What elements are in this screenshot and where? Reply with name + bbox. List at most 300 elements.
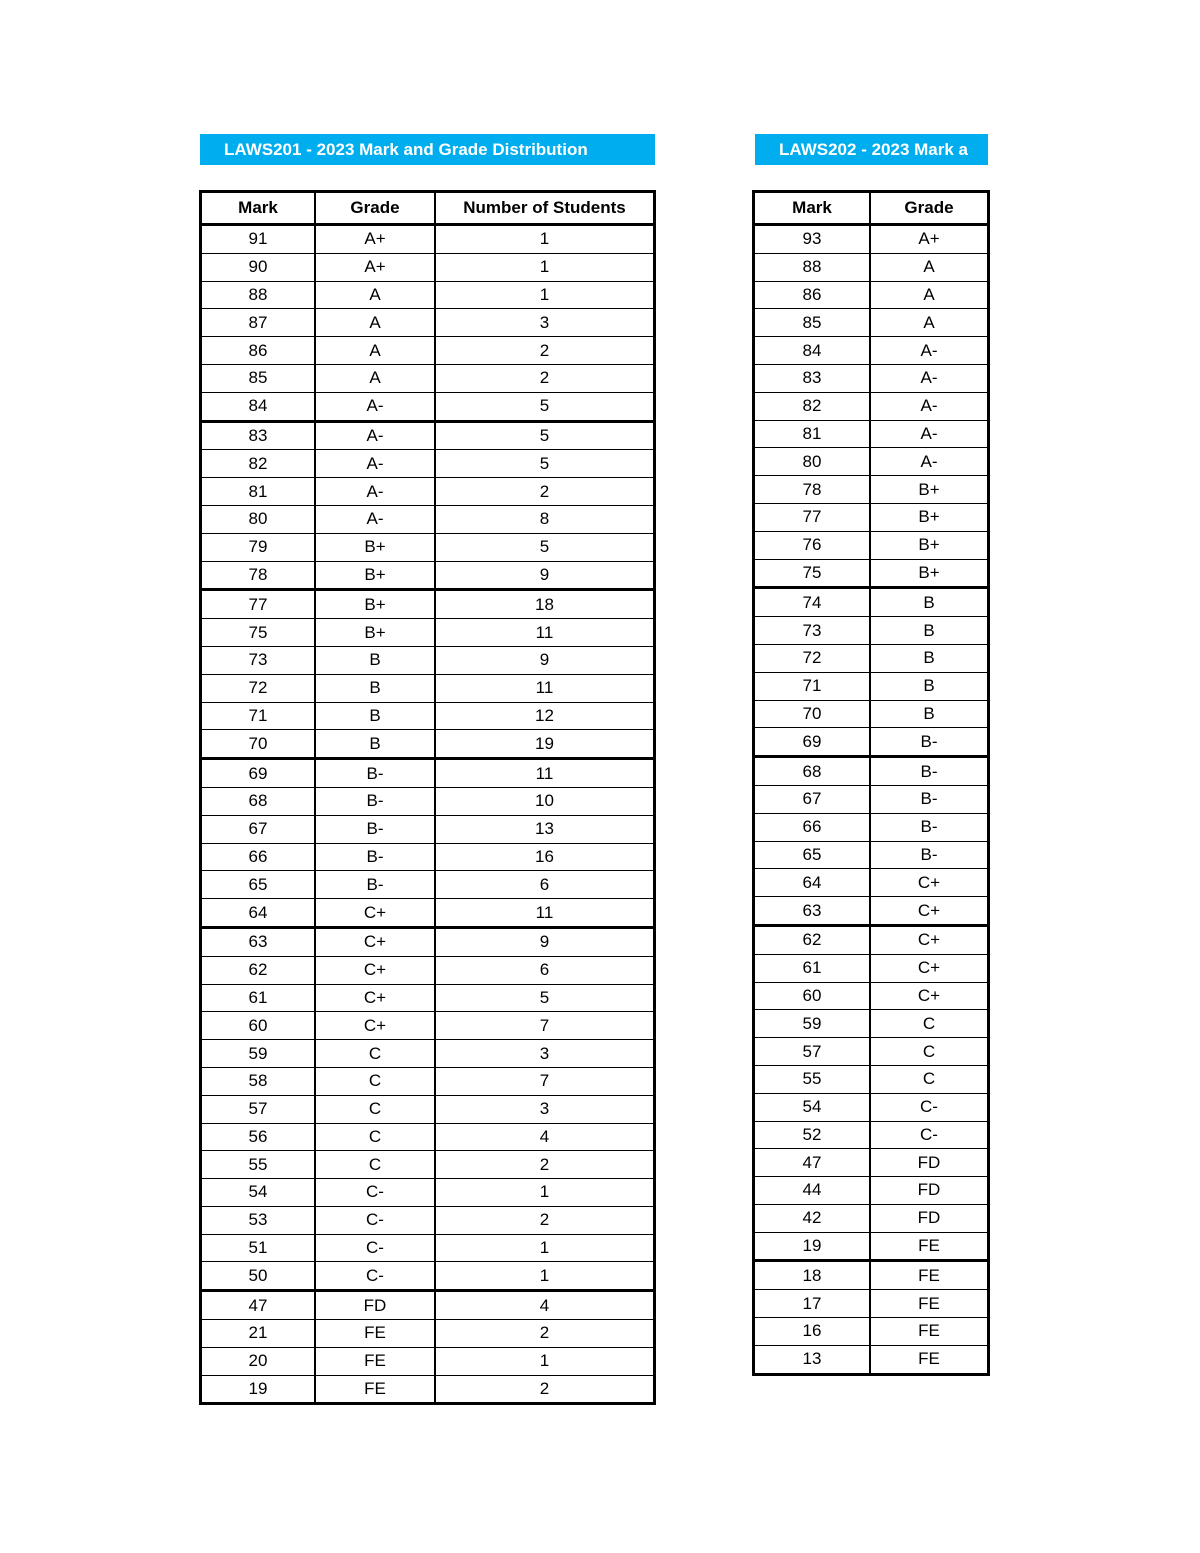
mark-cell: 78 <box>202 561 315 590</box>
mark-cell: 87 <box>202 309 315 337</box>
mark-cell: 21 <box>202 1320 315 1348</box>
grade-cell: FD <box>315 1291 435 1320</box>
students-cell: 3 <box>435 1040 653 1068</box>
grade-cell: C+ <box>315 927 435 956</box>
mark-cell: 55 <box>202 1151 315 1179</box>
grade-cell: A+ <box>315 225 435 254</box>
grade-cell: B- <box>315 843 435 871</box>
mark-cell: 54 <box>755 1093 870 1121</box>
grade-cell: C <box>315 1151 435 1179</box>
students-cell: 6 <box>435 871 653 899</box>
table-row <box>755 813 987 841</box>
table-row <box>755 531 987 559</box>
table-row <box>755 1318 987 1346</box>
table-row <box>755 588 987 617</box>
table-row <box>755 392 987 420</box>
table-row <box>202 1095 653 1123</box>
table-row <box>755 954 987 982</box>
mark-cell: 47 <box>202 1291 315 1320</box>
grade-cell: B- <box>315 815 435 843</box>
table-row <box>202 619 653 647</box>
table-row <box>202 1375 653 1402</box>
mark-cell: 64 <box>202 899 315 928</box>
mark-cell: 72 <box>755 644 870 672</box>
grade-cell: C <box>870 1038 987 1066</box>
laws202-title: LAWS202 - 2023 Mark a <box>755 134 988 165</box>
mark-cell: 76 <box>755 531 870 559</box>
table-row <box>202 309 653 337</box>
table-row <box>755 757 987 786</box>
students-cell: 1 <box>435 1262 653 1291</box>
grade-cell: A <box>870 281 987 309</box>
mark-cell: 79 <box>202 533 315 561</box>
table-row <box>202 1067 653 1095</box>
grade-cell: C- <box>870 1121 987 1149</box>
mark-cell: 68 <box>755 757 870 786</box>
mark-cell: 57 <box>202 1095 315 1123</box>
table-row <box>202 1262 653 1291</box>
mark-cell: 20 <box>202 1347 315 1375</box>
table-row <box>755 1010 987 1038</box>
table-row <box>202 646 653 674</box>
grade-cell: A <box>315 281 435 309</box>
students-cell: 9 <box>435 646 653 674</box>
grade-cell: C+ <box>315 956 435 984</box>
mark-cell: 86 <box>755 281 870 309</box>
grade-cell: B- <box>870 728 987 757</box>
grade-cell: C <box>315 1040 435 1068</box>
grade-cell: B- <box>870 785 987 813</box>
table-row <box>755 672 987 700</box>
table-row <box>755 925 987 954</box>
table-row <box>755 1093 987 1121</box>
grade-cell: FE <box>870 1345 987 1372</box>
table-row <box>202 1012 653 1040</box>
grade-cell: C+ <box>870 954 987 982</box>
table-row <box>202 1123 653 1151</box>
table-row <box>202 927 653 956</box>
students-cell: 5 <box>435 984 653 1012</box>
students-cell: 2 <box>435 337 653 365</box>
table-row <box>755 1204 987 1232</box>
students-cell: 2 <box>435 478 653 506</box>
grade-cell: C+ <box>315 899 435 928</box>
students-cell: 7 <box>435 1012 653 1040</box>
mark-cell: 62 <box>755 925 870 954</box>
table-row <box>202 815 653 843</box>
grade-cell: FE <box>315 1347 435 1375</box>
mark-cell: 63 <box>202 927 315 956</box>
grade-cell: FE <box>870 1261 987 1290</box>
mark-cell: 70 <box>202 730 315 759</box>
mark-cell: 81 <box>755 420 870 448</box>
grade-cell: C+ <box>870 925 987 954</box>
mark-cell: 77 <box>202 590 315 619</box>
grade-cell: B+ <box>315 619 435 647</box>
mark-cell: 50 <box>202 1262 315 1291</box>
mark-cell: 64 <box>755 869 870 897</box>
grade-cell: B <box>870 617 987 645</box>
header-grade: Grade <box>870 193 987 225</box>
grade-cell: C <box>315 1095 435 1123</box>
grade-cell: B+ <box>315 561 435 590</box>
students-cell: 4 <box>435 1123 653 1151</box>
students-cell: 9 <box>435 561 653 590</box>
mark-cell: 84 <box>755 337 870 365</box>
table-row <box>755 617 987 645</box>
header-grade: Grade <box>315 193 435 225</box>
mark-cell: 83 <box>755 364 870 392</box>
grade-cell: A <box>870 309 987 337</box>
mark-cell: 66 <box>202 843 315 871</box>
table-row <box>202 899 653 928</box>
students-cell: 18 <box>435 590 653 619</box>
students-cell: 1 <box>435 1234 653 1262</box>
table-row <box>202 1291 653 1320</box>
table-row <box>202 787 653 815</box>
table-row <box>202 702 653 730</box>
students-cell: 2 <box>435 1151 653 1179</box>
grade-cell: B- <box>315 759 435 788</box>
mark-cell: 63 <box>755 897 870 926</box>
grade-cell: C+ <box>870 869 987 897</box>
mark-cell: 68 <box>202 787 315 815</box>
grade-cell: C- <box>315 1179 435 1207</box>
students-cell: 11 <box>435 759 653 788</box>
table-row <box>755 337 987 365</box>
mark-cell: 85 <box>202 364 315 392</box>
grade-cell: FE <box>315 1375 435 1402</box>
students-cell: 16 <box>435 843 653 871</box>
table-row <box>755 281 987 309</box>
mark-cell: 60 <box>202 1012 315 1040</box>
table-row <box>202 1040 653 1068</box>
table-row <box>202 590 653 619</box>
table-row <box>755 700 987 728</box>
table-row <box>755 1345 987 1372</box>
table-row <box>755 420 987 448</box>
students-cell: 9 <box>435 927 653 956</box>
table-row <box>755 785 987 813</box>
grade-cell: B <box>870 700 987 728</box>
grade-cell: C- <box>315 1206 435 1234</box>
table-row <box>202 225 653 254</box>
students-cell: 7 <box>435 1067 653 1095</box>
students-cell: 2 <box>435 1320 653 1348</box>
table-row <box>202 364 653 392</box>
table-row <box>755 1177 987 1205</box>
mark-cell: 61 <box>202 984 315 1012</box>
grade-cell: A- <box>315 478 435 506</box>
grade-cell: A- <box>870 392 987 420</box>
mark-cell: 84 <box>202 392 315 421</box>
table-row <box>202 1234 653 1262</box>
students-cell: 1 <box>435 225 653 254</box>
mark-cell: 77 <box>755 503 870 531</box>
grade-cell: B <box>315 702 435 730</box>
mark-cell: 88 <box>755 253 870 281</box>
grade-cell: A- <box>315 392 435 421</box>
grade-cell: FE <box>870 1232 987 1261</box>
mark-cell: 72 <box>202 674 315 702</box>
grade-cell: B+ <box>870 476 987 504</box>
mark-cell: 66 <box>755 813 870 841</box>
students-cell: 19 <box>435 730 653 759</box>
laws202-table-container <box>752 190 990 1376</box>
header-number-of-students: Number of Students <box>435 193 653 225</box>
students-cell: 11 <box>435 619 653 647</box>
mark-cell: 71 <box>755 672 870 700</box>
grade-cell: B- <box>870 757 987 786</box>
students-cell: 2 <box>435 1375 653 1402</box>
mark-cell: 53 <box>202 1206 315 1234</box>
header-row <box>755 193 987 225</box>
mark-cell: 67 <box>202 815 315 843</box>
grade-cell: A- <box>315 450 435 478</box>
table-row <box>202 843 653 871</box>
students-cell: 3 <box>435 309 653 337</box>
table-row <box>755 897 987 926</box>
grade-cell: B <box>870 588 987 617</box>
grade-cell: B+ <box>870 559 987 588</box>
mark-cell: 47 <box>755 1149 870 1177</box>
mark-cell: 19 <box>202 1375 315 1402</box>
header-row <box>202 193 653 225</box>
table-row <box>755 841 987 869</box>
students-cell: 4 <box>435 1291 653 1320</box>
table-row <box>755 253 987 281</box>
students-cell: 8 <box>435 505 653 533</box>
table-row <box>755 869 987 897</box>
grade-cell: FD <box>870 1149 987 1177</box>
mark-cell: 69 <box>755 728 870 757</box>
mark-cell: 86 <box>202 337 315 365</box>
grade-cell: A+ <box>870 225 987 254</box>
table-row <box>202 984 653 1012</box>
table-row <box>202 1179 653 1207</box>
mark-cell: 70 <box>755 700 870 728</box>
students-cell: 1 <box>435 281 653 309</box>
mark-cell: 74 <box>755 588 870 617</box>
table-row <box>202 561 653 590</box>
mark-cell: 16 <box>755 1318 870 1346</box>
mark-cell: 80 <box>755 448 870 476</box>
mark-cell: 65 <box>202 871 315 899</box>
mark-cell: 18 <box>755 1261 870 1290</box>
students-cell: 3 <box>435 1095 653 1123</box>
mark-cell: 57 <box>755 1038 870 1066</box>
table-row <box>202 421 653 450</box>
grade-cell: A- <box>315 421 435 450</box>
students-cell: 13 <box>435 815 653 843</box>
header-mark: Mark <box>755 193 870 225</box>
mark-cell: 59 <box>755 1010 870 1038</box>
table-row <box>755 1038 987 1066</box>
mark-cell: 82 <box>202 450 315 478</box>
mark-cell: 58 <box>202 1067 315 1095</box>
mark-cell: 88 <box>202 281 315 309</box>
grade-cell: FD <box>870 1204 987 1232</box>
table-row <box>202 281 653 309</box>
mark-cell: 56 <box>202 1123 315 1151</box>
students-cell: 5 <box>435 533 653 561</box>
table-row <box>755 225 987 254</box>
mark-cell: 69 <box>202 759 315 788</box>
grade-cell: FE <box>870 1318 987 1346</box>
table-row <box>202 505 653 533</box>
table-row <box>755 982 987 1010</box>
table-row <box>755 448 987 476</box>
table-row <box>202 533 653 561</box>
mark-cell: 67 <box>755 785 870 813</box>
grade-cell: C- <box>870 1093 987 1121</box>
table-row <box>755 1121 987 1149</box>
laws201-distribution-table <box>202 193 653 1402</box>
students-cell: 5 <box>435 392 653 421</box>
table-row <box>202 956 653 984</box>
grade-cell: B+ <box>870 531 987 559</box>
students-cell: 11 <box>435 899 653 928</box>
table-row <box>755 728 987 757</box>
grade-cell: B <box>315 646 435 674</box>
students-cell: 10 <box>435 787 653 815</box>
grade-cell: B <box>315 674 435 702</box>
table-row <box>755 644 987 672</box>
grade-cell: C+ <box>870 982 987 1010</box>
students-cell: 1 <box>435 1347 653 1375</box>
mark-cell: 83 <box>202 421 315 450</box>
grade-cell: FD <box>870 1177 987 1205</box>
mark-cell: 90 <box>202 253 315 281</box>
grade-cell: C <box>315 1123 435 1151</box>
laws201-title: LAWS201 - 2023 Mark and Grade Distribution <box>200 134 655 165</box>
mark-cell: 65 <box>755 841 870 869</box>
grade-cell: A- <box>870 448 987 476</box>
grade-cell: A- <box>870 364 987 392</box>
students-cell: 2 <box>435 1206 653 1234</box>
mark-cell: 73 <box>202 646 315 674</box>
grade-cell: FE <box>870 1290 987 1318</box>
table-row <box>755 364 987 392</box>
mark-cell: 71 <box>202 702 315 730</box>
grade-cell: A <box>315 364 435 392</box>
table-row <box>755 309 987 337</box>
table-row <box>202 337 653 365</box>
mark-cell: 42 <box>755 1204 870 1232</box>
mark-cell: 60 <box>755 982 870 1010</box>
table-row <box>755 476 987 504</box>
grade-cell: B- <box>315 787 435 815</box>
grade-cell: C+ <box>315 984 435 1012</box>
grade-cell: B- <box>315 871 435 899</box>
grade-cell: A+ <box>315 253 435 281</box>
mark-cell: 73 <box>755 617 870 645</box>
table-row <box>202 450 653 478</box>
mark-cell: 78 <box>755 476 870 504</box>
students-cell: 11 <box>435 674 653 702</box>
students-cell: 2 <box>435 364 653 392</box>
grade-cell: A <box>315 309 435 337</box>
table-row <box>202 1151 653 1179</box>
grade-cell: B <box>870 672 987 700</box>
mark-cell: 75 <box>202 619 315 647</box>
mark-cell: 75 <box>755 559 870 588</box>
mark-cell: 51 <box>202 1234 315 1262</box>
table-row <box>755 1065 987 1093</box>
grade-cell: C <box>870 1010 987 1038</box>
grade-cell: B+ <box>870 503 987 531</box>
grade-cell: B <box>315 730 435 759</box>
grade-cell: B <box>870 644 987 672</box>
grade-cell: C+ <box>315 1012 435 1040</box>
students-cell: 12 <box>435 702 653 730</box>
grade-cell: A- <box>870 337 987 365</box>
table-row <box>202 478 653 506</box>
mark-cell: 44 <box>755 1177 870 1205</box>
mark-cell: 17 <box>755 1290 870 1318</box>
mark-cell: 91 <box>202 225 315 254</box>
mark-cell: 82 <box>755 392 870 420</box>
table-row <box>202 1347 653 1375</box>
table-row <box>202 1206 653 1234</box>
grade-cell: C <box>870 1065 987 1093</box>
students-cell: 5 <box>435 450 653 478</box>
grade-cell: A- <box>870 420 987 448</box>
mark-cell: 62 <box>202 956 315 984</box>
table-row <box>202 253 653 281</box>
grade-cell: A- <box>315 505 435 533</box>
mark-cell: 52 <box>755 1121 870 1149</box>
mark-cell: 19 <box>755 1232 870 1261</box>
mark-cell: 81 <box>202 478 315 506</box>
grade-cell: FE <box>315 1320 435 1348</box>
grade-cell: C- <box>315 1262 435 1291</box>
grade-cell: C- <box>315 1234 435 1262</box>
table-row <box>202 759 653 788</box>
mark-cell: 54 <box>202 1179 315 1207</box>
table-row <box>755 1290 987 1318</box>
table-row <box>755 1149 987 1177</box>
grade-cell: A <box>870 253 987 281</box>
mark-cell: 85 <box>755 309 870 337</box>
table-row <box>755 1261 987 1290</box>
grade-cell: B- <box>870 813 987 841</box>
table-row <box>202 392 653 421</box>
mark-cell: 61 <box>755 954 870 982</box>
header-mark: Mark <box>202 193 315 225</box>
grade-cell: C+ <box>870 897 987 926</box>
table-row <box>755 559 987 588</box>
students-cell: 1 <box>435 1179 653 1207</box>
grade-cell: A <box>315 337 435 365</box>
mark-cell: 93 <box>755 225 870 254</box>
students-cell: 5 <box>435 421 653 450</box>
mark-cell: 55 <box>755 1065 870 1093</box>
table-row <box>202 674 653 702</box>
students-cell: 1 <box>435 253 653 281</box>
table-row <box>202 1320 653 1348</box>
laws201-table-container <box>199 190 656 1405</box>
grade-cell: B- <box>870 841 987 869</box>
mark-cell: 13 <box>755 1345 870 1372</box>
laws202-distribution-table <box>755 193 987 1373</box>
table-row <box>202 871 653 899</box>
mark-cell: 59 <box>202 1040 315 1068</box>
grade-cell: B+ <box>315 533 435 561</box>
mark-cell: 80 <box>202 505 315 533</box>
grade-cell: B+ <box>315 590 435 619</box>
students-cell: 6 <box>435 956 653 984</box>
